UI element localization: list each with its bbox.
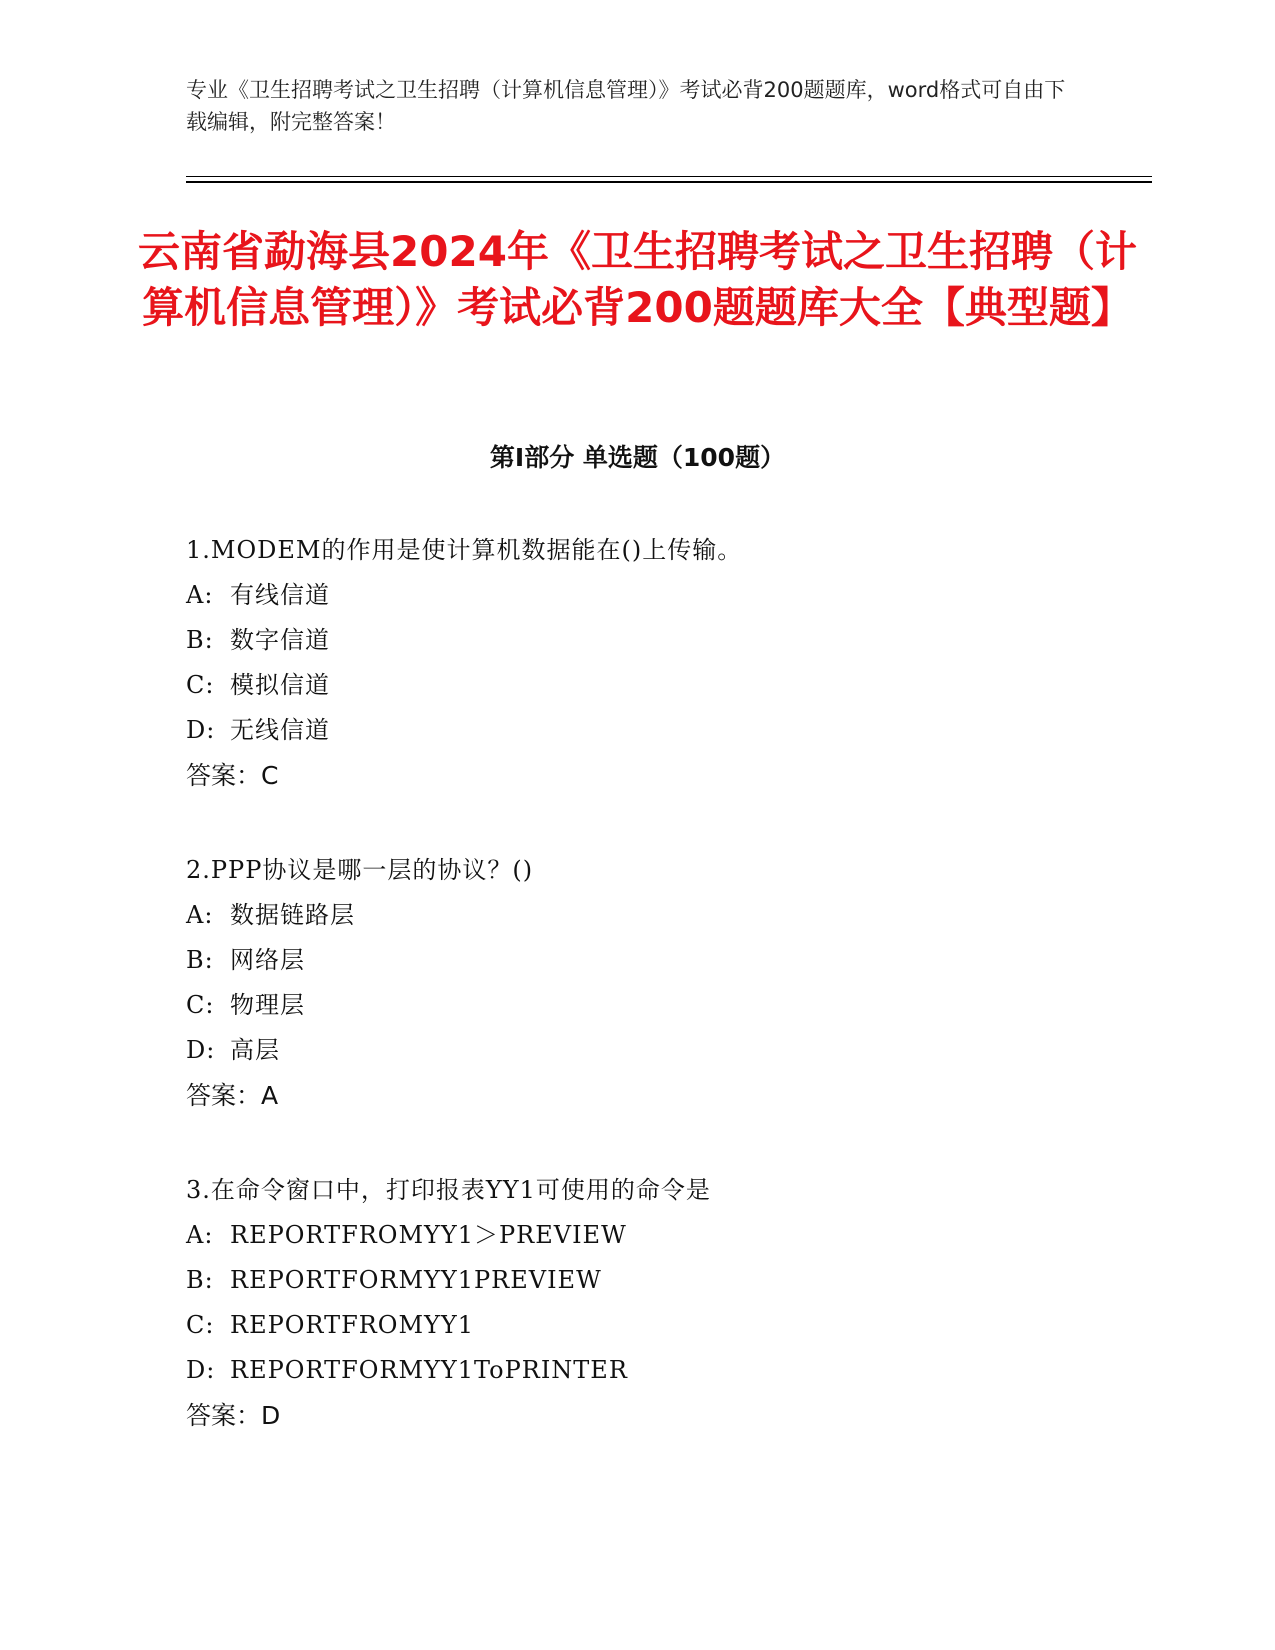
option-letter: D:: [186, 1036, 216, 1064]
question-stem: 1.MODEM的作用是使计算机数据能在()上传输。: [186, 536, 743, 564]
option-letter: A:: [186, 901, 214, 929]
option-text: REPORTFORMYY1ToPRINTER: [230, 1356, 628, 1384]
answer-value: C: [261, 761, 279, 790]
option-text: 数据链路层: [230, 901, 355, 929]
option-c: [186, 663, 1186, 708]
option-b: [186, 938, 1186, 983]
header-divider-thin: [186, 176, 1152, 177]
question-2: [186, 848, 1186, 1119]
header-divider-thick: [186, 181, 1152, 183]
answer-value: D: [261, 1401, 281, 1430]
option-c: [186, 983, 1186, 1028]
option-text: 有线信道: [230, 581, 330, 609]
option-c: [186, 1303, 1186, 1348]
option-letter: D:: [186, 1356, 216, 1384]
answer-value: A: [261, 1081, 279, 1110]
option-text: 物理层: [230, 991, 305, 1019]
option-d: [186, 1348, 1186, 1393]
option-letter: A:: [186, 581, 214, 609]
option-a: [186, 893, 1186, 938]
option-a: [186, 573, 1186, 618]
option-text: REPORTFORMYY1PREVIEW: [230, 1266, 602, 1294]
option-letter: D:: [186, 716, 216, 744]
option-d: [186, 1028, 1186, 1073]
answer-line: [186, 1073, 1186, 1119]
answer-line: [186, 753, 1186, 799]
option-a: [186, 1213, 1186, 1258]
document-title: 云南省勐海县2024年《卫生招聘考试之卫生招聘（计算机信息管理）》考试必背200题题库大全【典型题】: [138, 227, 1137, 332]
option-b: [186, 618, 1186, 663]
option-letter: C:: [186, 1311, 215, 1339]
section-title: 第Ⅰ部分 单选题（100题）: [489, 443, 786, 472]
answer-line: [186, 1393, 1186, 1439]
option-letter: B:: [186, 626, 214, 654]
question-3: [186, 1168, 1186, 1439]
question-1: [186, 528, 1186, 799]
option-b: [186, 1258, 1186, 1303]
option-letter: B:: [186, 1266, 214, 1294]
header-note: 专业《卫生招聘考试之卫生招聘（计算机信息管理）》考试必背200题题库，word格式可自由下载编辑，附完整答案！: [186, 78, 1066, 134]
question-stem: 3.在命令窗口中，打印报表YY1可使用的命令是: [186, 1176, 711, 1204]
answer-label: 答案：: [186, 1401, 262, 1430]
option-text: REPORTFROMYY1＞PREVIEW: [230, 1221, 627, 1249]
answer-label: 答案：: [186, 761, 262, 790]
question-stem: 2.PPP协议是哪一层的协议？(): [186, 856, 534, 884]
option-text: 数字信道: [230, 626, 330, 654]
option-text: 高层: [230, 1036, 280, 1064]
option-letter: B:: [186, 946, 214, 974]
option-letter: C:: [186, 671, 215, 699]
option-d: [186, 708, 1186, 753]
option-text: 网络层: [230, 946, 305, 974]
answer-label: 答案：: [186, 1081, 262, 1110]
option-text: 模拟信道: [230, 671, 330, 699]
option-letter: C:: [186, 991, 215, 1019]
option-text: REPORTFROMYY1: [230, 1311, 474, 1339]
option-text: 无线信道: [230, 716, 330, 744]
option-letter: A:: [186, 1221, 214, 1249]
